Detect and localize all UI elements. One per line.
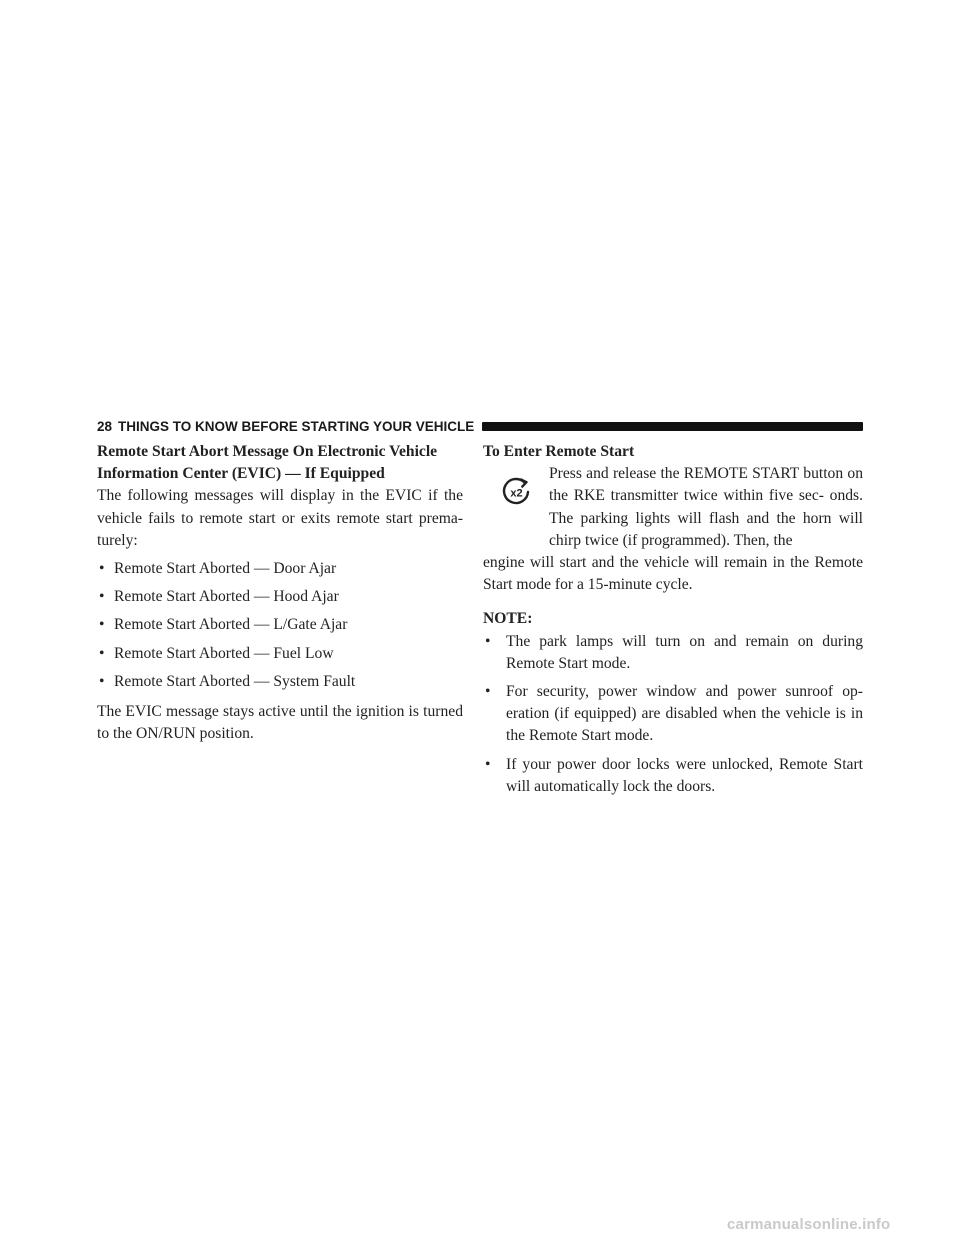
list-item: • Remote Start Aborted — L/Gate Ajar — [99, 616, 348, 634]
abort-heading-line-2: Information Center (EVIC) — If Equipped — [97, 465, 385, 483]
note-label: NOTE: — [483, 610, 533, 628]
list-item: • Remote Start Aborted — Door Ajar — [99, 560, 337, 578]
abort-heading-line-1: Remote Start Abort Message On Electronic Vehicle — [97, 443, 438, 460]
page-number: 28 — [97, 418, 113, 434]
right-column — [483, 441, 863, 798]
list-item: • Remote Start Aborted — Fuel Low — [99, 644, 334, 662]
note-list — [483, 631, 863, 798]
page-header — [97, 417, 863, 435]
watermark: carmanualsonline.info — [727, 1216, 891, 1233]
list-item: • Remote Start Aborted — Hood Ajar — [99, 588, 339, 606]
list-item: • If your power door locks were unlocked, Remote Start will automatically lock the doors. — [485, 755, 863, 795]
list-item: • The park lamps will turn on and remain on during Remote Start mode. — [485, 632, 863, 672]
section-title: THINGS TO KNOW BEFORE STARTING YOUR VEHICLE — [118, 418, 475, 434]
abort-closing: The EVIC message stays active until the ignition is turned to the ON/RUN position. — [97, 702, 463, 743]
abort-intro: The following messages will display in the EVIC if the vehicle fails to remote start or exits remote start prema- turely: — [97, 487, 463, 549]
enter-instructions-continued: engine will start and the vehicle will remain in the Remote Start mode for a 15-minute cycle. — [483, 554, 863, 594]
abort-message-list — [97, 558, 463, 693]
header-rule — [482, 422, 863, 431]
left-column — [97, 441, 463, 745]
enter-instructions: Press and release the REMOTE START button on the RKE transmitter twice within five sec- onds. The parking lights will flash and the horn will chirp twice (if programmed). Then, the — [549, 465, 863, 549]
list-item: • Remote Start Aborted — System Fault — [99, 672, 356, 690]
x2-label: x2 — [510, 487, 523, 500]
list-item: • For security, power window and power sunroof op- eration (if equipped) are disabled when the vehicle is in the Remote Start mode. — [485, 683, 863, 745]
x2-remote-start-icon — [500, 476, 532, 508]
enter-remote-start-heading: To Enter Remote Start — [483, 443, 635, 460]
